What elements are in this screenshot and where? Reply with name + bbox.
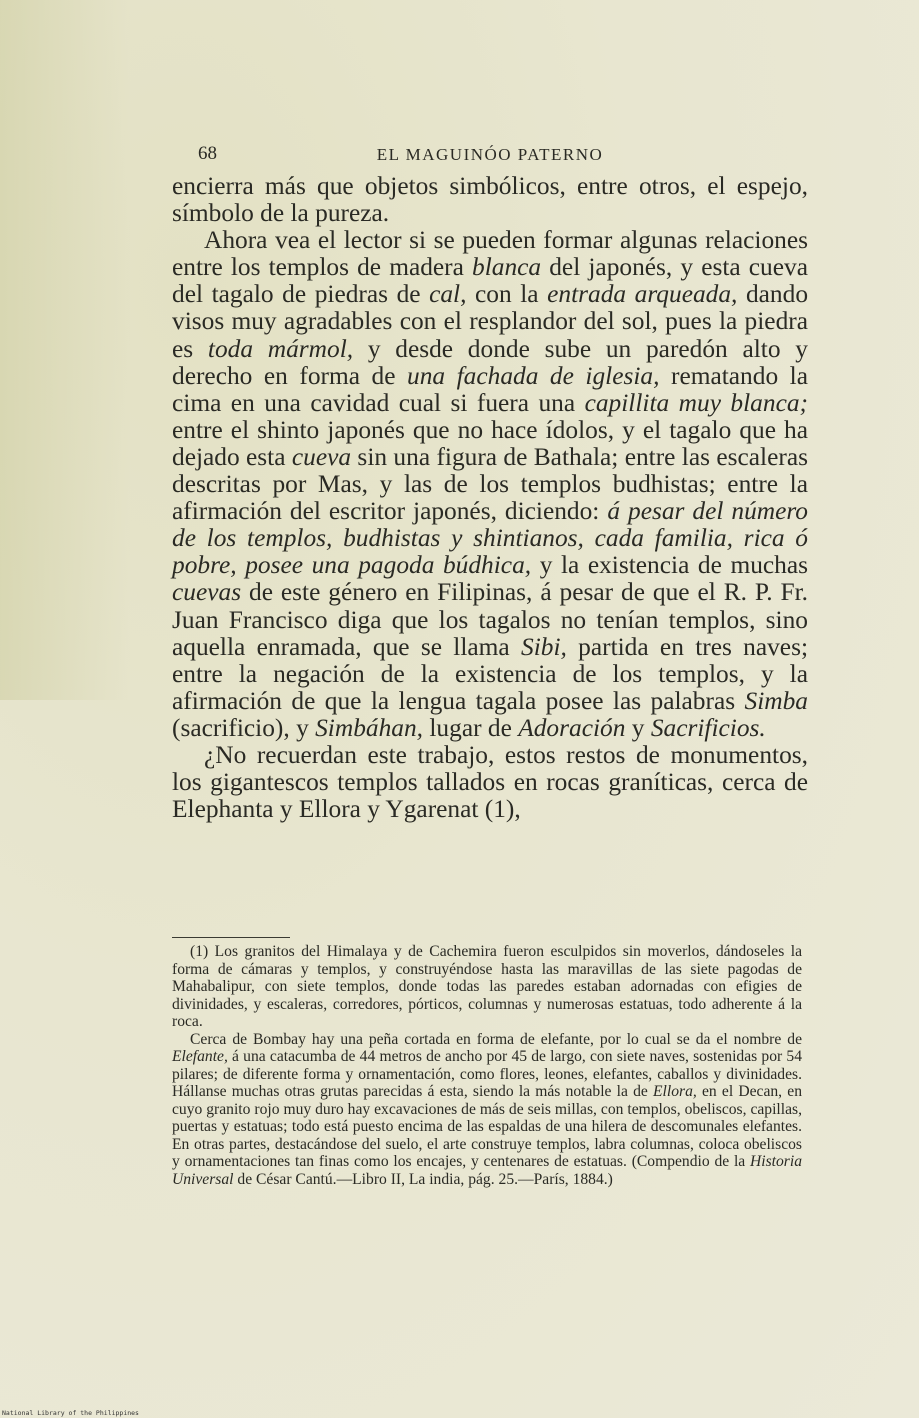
- library-credit: National Library of the Philippines: [2, 1409, 139, 1417]
- page-number: 68: [198, 143, 217, 164]
- page-header: [172, 143, 808, 169]
- footnote-1-continued: Cerca de Bombay hay una peña cortada en forma de elefante, por lo cual se da el nombre de Elefante, á una catacumba de 44 metros de ancho por 45 de largo, con siete naves, sostenidas por 54 pilares; de diferente forma y ornamentación, como flores, leones, elefantes, caballos y divinidades. Hállanse muchas otras grutas parecidas á esta, siendo la más notable la de Ellora, en el Decan, en cuyo granito rojo muy duro hay excavaciones de más de seis millas, con templos, obeliscos, capillas, puertas y estatuas; todo está puesto encima de las espaldas de una hilera de descomunales elefantes. En otras partes, destacándose del suelo, el arte construye templos, labra columnas, coloca obeliscos y ornamentaciones tan finas como los encajes, y centenares de estatuas. (Compendio de la Historia Universal de César Cantú.—Libro II, La india, pág. 25.—París, 1884.): [172, 1030, 802, 1188]
- paragraph-1: encierra más que objetos simbólicos, entre otros, el espejo, símbolo de la pureza.: [172, 172, 808, 228]
- running-title: EL MAGUINÓO PATERNO: [376, 145, 604, 164]
- footnotes: [172, 943, 802, 1188]
- footnote-divider: [172, 937, 290, 938]
- paragraph-2: Ahora vea el lector si se pueden formar algunas relaciones entre los templos de madera blanca del japonés, y esta cueva del tagalo de piedras de cal, con la entrada arqueada, dando visos muy agradables con el resplandor del sol, pues la piedra es toda mármol, y desde donde sube un paredón alto y derecho en forma de una fachada de iglesia, rematando la cima en una cavidad cual si fuera una capillita muy blanca; entre el shinto japonés que no hace ídolos, y el tagalo que ha dejado esta cueva sin una figura de Bathala; entre las escaleras descritas por Mas, y las de los templos budhistas; entre la afirmación del escritor japonés, diciendo: á pesar del número de los templos, budhistas y shintianos, cada familia, rica ó pobre, posee una pagoda búdhica, y la existencia de muchas cuevas de este género en Filipinas, á pesar de que el R. P. Fr. Juan Francisco diga que los tagalos no tenían templos, sino aquella enramada, que se llama Sibi, partida en tres naves; entre la negación de la existencia de los templos, y la afirmación de que la lengua tagala posee las palabras Simba (sacrificio), y Simbáhan, lugar de Adoración y Sacrificios.: [172, 226, 809, 742]
- page-stain: [0, 0, 130, 700]
- footnote-1: (1) Los granitos del Himalaya y de Cachemira fueron esculpidos sin moverlos, dándoseles la forma de cámaras y templos, y construyéndose hasta las maravillas de las siete pagodas de Mahabalipur, con siete templos, donde todas las paredes estaban adornadas con efigies de divinidades, y escaleras, corredores, pórticos, columnas y numerosas estatuas, todo adherente á la roca.: [172, 943, 802, 1030]
- body-text: [172, 173, 808, 823]
- paragraph-3: ¿No recuerdan este trabajo, estos restos de monumentos, los gigantescos templos tallados en rocas graníticas, cerca de Elephanta y Ellora y Ygarenat (1),: [172, 740, 808, 824]
